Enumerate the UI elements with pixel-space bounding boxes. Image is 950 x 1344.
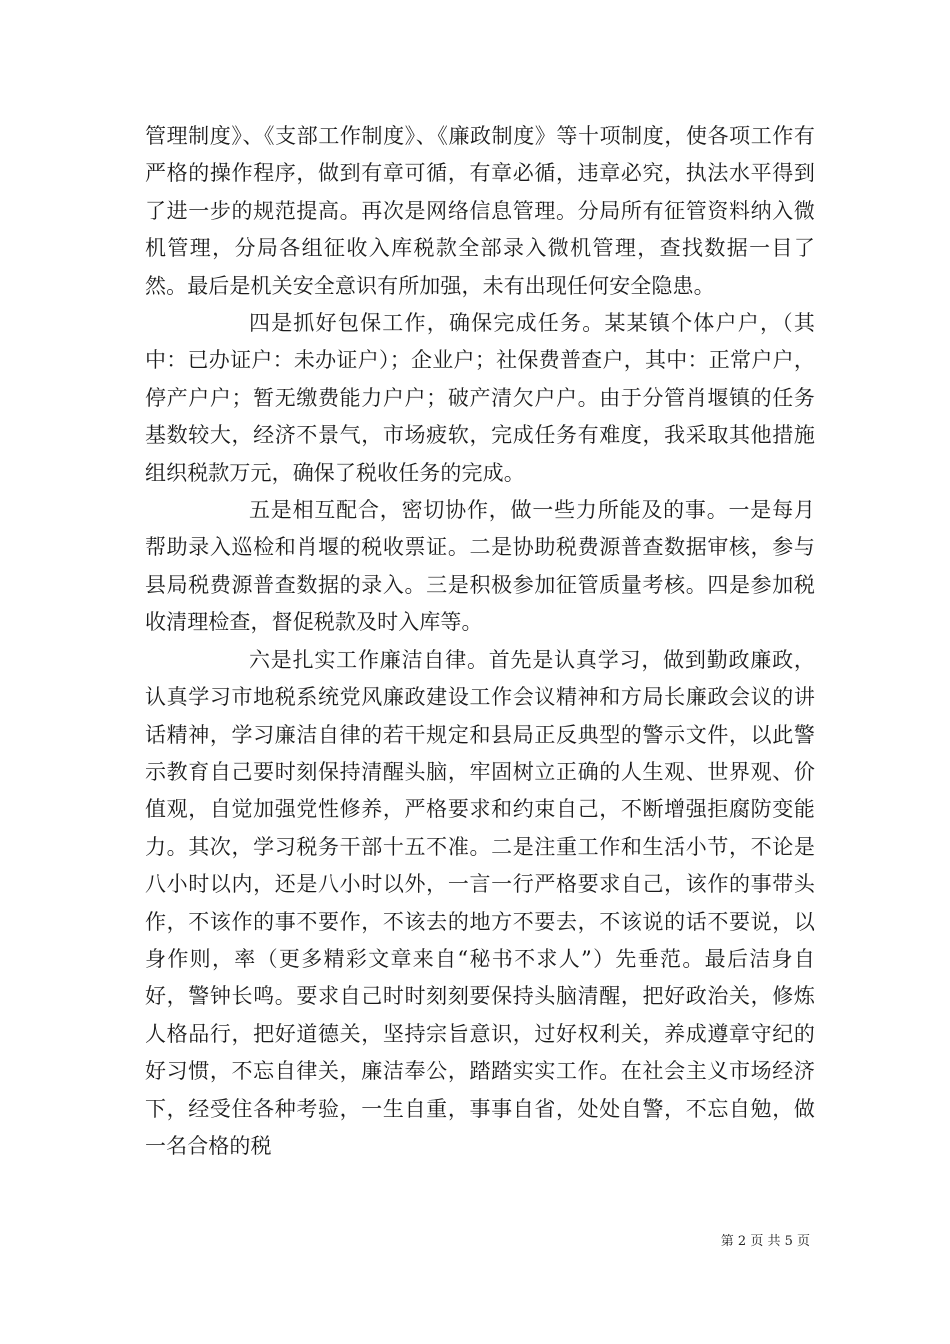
page-number-footer: 第 2 页 共 5 页 [720,1234,810,1249]
document-body [145,118,815,1165]
paragraph-section-six: 六是扎实工作廉洁自律。首先是认真学习，做到勤政廉政，认真学习市地税系统党风廉政建设工作会议精神和方局长廉政会议的讲话精神，学习廉洁自律的若干规定和县局正反典型的警示文件，以此警示教育自己要时刻保持清醒头脑，牢固树立正确的人生观、世界观、价值观，自觉加强党性修养，严格要求和约束自己，不断增强拒腐防变能力。其次，学习税务干部十五不准。二是注重工作和生活小节，不论是八小时以内，还是八小时以外，一言一行严格要求自己，该作的事带头作，不该作的事不要作，不该去的地方不要去，不该说的话不要说，以身作则，率（更多精彩文章来自“秘书不求人”）先垂范。最后洁身自好，警钟长鸣。要求自己时时刻刻要保持头脑清醒，把好政治关，修炼人格品行，把好道德关，坚持宗旨意识，过好权利关，养成遵章守纪的好习惯，不忘自律关，廉洁奉公，踏踏实实工作。在社会主义市场经济下，经受住各种考验，一生自重，事事自省，处处自警，不忘自勉，做一名合格的税 [145,647,815,1158]
paragraph-section-four: 四是抓好包保工作，确保完成任务。某某镇个体户户，（其中：已办证户：未办证户）；企业户；社保费普查户，其中：正常户户，停产户户；暂无缴费能力户户；破产清欠户户。由于分管肖堰镇的任务基数较大，经济不景气，市场疲软，完成任务有难度，我采取其他措施组织税款万元，确保了税收任务的完成。 [145,311,815,485]
paragraph-section-five: 五是相互配合，密切协作，做一些力所能及的事。一是每月帮助录入巡检和肖堰的税收票证。二是协助税费源普查数据审核，参与县局税费源普查数据的录入。三是积极参加征管质量考核。四是参加税收清理检查，督促税款及时入库等。 [145,498,815,635]
paragraph-continuation: 管理制度》、《支部工作制度》、《廉政制度》等十项制度，使各项工作有严格的操作程序，做到有章可循，有章必循，违章必究，执法水平得到了进一步的规范提高。再次是网络信息管理。分局所有征管资料纳入微机管理，分局各组征收入库税款全部录入微机管理，查找数据一目了然。最后是机关安全意识有所加强，未有出现任何安全隐患。 [145,124,815,298]
